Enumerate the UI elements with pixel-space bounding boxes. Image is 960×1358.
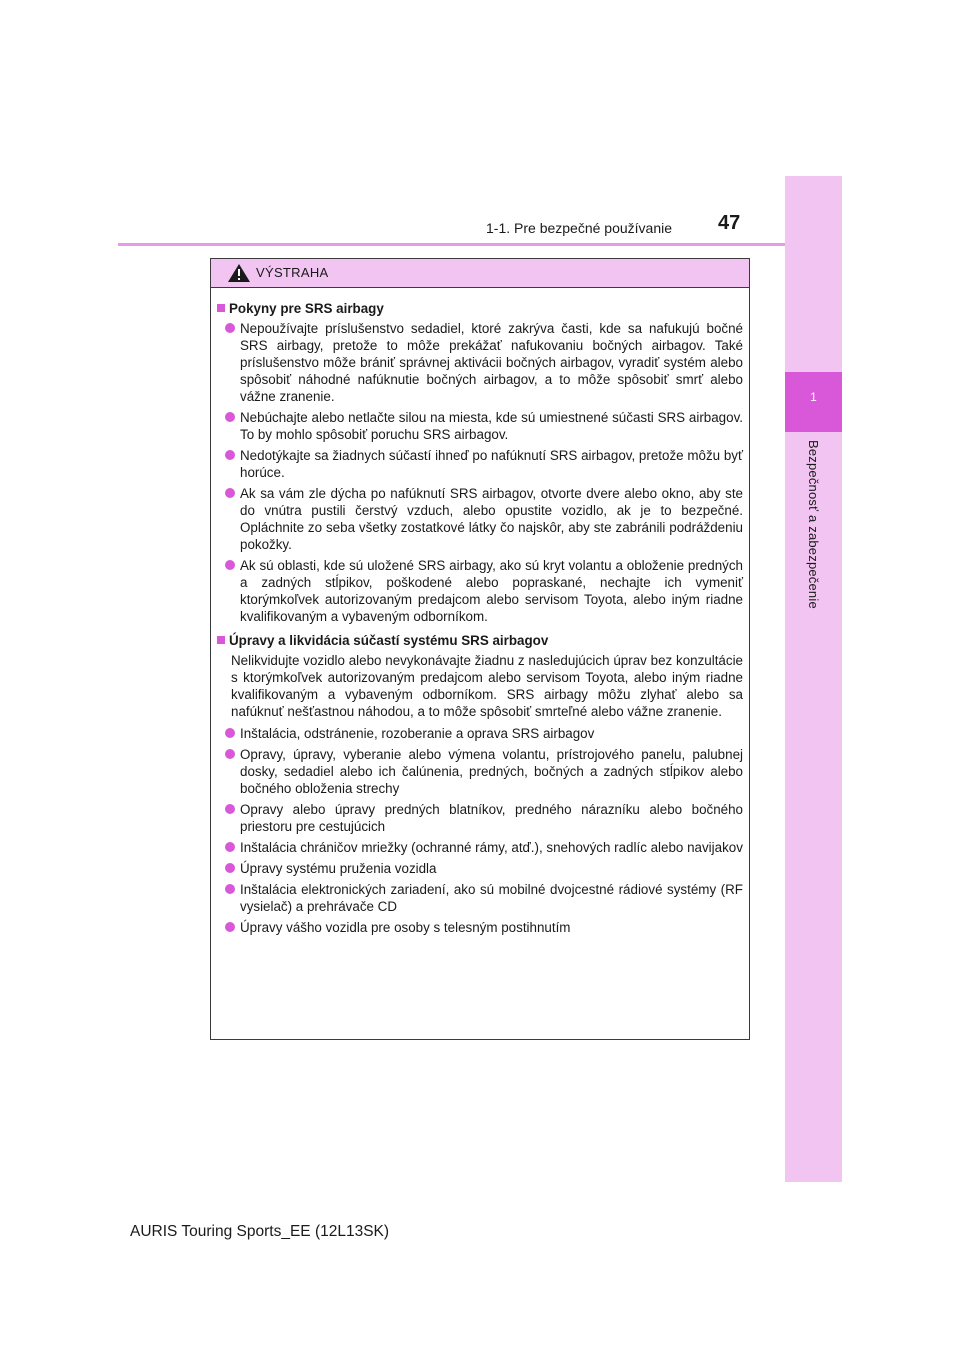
chapter-side-tab <box>785 176 842 1182</box>
running-head: 1-1. Pre bezpečné používanie <box>486 220 673 236</box>
round-bullet-icon <box>225 749 235 759</box>
chapter-number: 1 <box>810 390 817 404</box>
section-title-vertical: Bezpečnosť a zabezpečenie <box>806 440 821 609</box>
round-bullet-icon <box>225 922 235 932</box>
round-bullet-icon <box>225 488 235 498</box>
section-paragraph: Nelikvidujte vozidlo alebo nevykonávajte žiadnu z nasledujúcich úprav bez konzultácie s ktorýmkoľvek autorizovaným predajcom alebo servisom Toyota, alebo iným riadne kvalifikovaným a vybaveným odborníkom. SRS airbagy môžu zlyhať alebo sa nafúknuť nešťastnou náhodou, a to môže spôsobiť smrteľné alebo vážne zranenie. <box>231 653 743 719</box>
square-bullet-icon <box>217 636 225 644</box>
list-item-text: Inštalácia chráničov mriežky (ochranné rámy, atď.), snehových radlíc alebo navijakov <box>240 840 743 855</box>
list-item <box>225 485 743 553</box>
list-item <box>225 447 743 481</box>
document-footer: AURIS Touring Sports_EE (12L13SK) <box>130 1223 390 1240</box>
list-item <box>225 801 743 835</box>
list-item <box>225 746 743 797</box>
list-item-text: Ak sú oblasti, kde sú uložené SRS airbagy, ako sú kryt volantu a obloženie predných a zadných stĺpikov, poškodené alebo popraskané, nechajte ich vymeniť ktorýmkoľvek autorizovaným predajcom alebo servisom Toyota, alebo iným riadne kvalifikovaným a vybaveným odborníkom. <box>240 558 743 624</box>
section-heading-text: Pokyny pre SRS airbagy <box>229 301 384 316</box>
list-item-text: Ak sa vám zle dýcha po nafúknutí SRS airbagov, otvorte dvere alebo okno, aby ste do vnútra pustili čerstvý vzduch, alebo opustite vozidlo, ak je to bezpečné. Opláchnite zo seba všetky zostatkové látky čo najskôr, aby ste zabránili podráždeniu pokožky. <box>240 486 743 552</box>
list-item <box>225 557 743 625</box>
list-item-text: Úpravy vášho vozidla pre osoby s telesným postihnutím <box>240 920 571 935</box>
list-item-text: Úpravy systému pruženia vozidla <box>240 861 437 876</box>
round-bullet-icon <box>225 560 235 570</box>
page-number: 47 <box>718 212 741 234</box>
list-item <box>225 919 743 936</box>
list-item-text: Inštalácia, odstránenie, rozoberanie a oprava SRS airbagov <box>240 726 595 741</box>
list-item <box>225 881 743 915</box>
header-rule <box>118 243 785 246</box>
section-heading <box>217 632 743 649</box>
round-bullet-icon <box>225 863 235 873</box>
list-item-text: Nepoužívajte príslušenstvo sedadiel, ktoré zakrýva časti, kde sa nafukujú bočné SRS airbagy, pretože to môže prekážať nafukovaniu bočných airbagov. Také príslušenstvo môže brániť správnej aktivácii bočných airbagov, vyradiť systém alebo spôsobiť náhodné nafúknutie bočných airbagov, a to môže spôsobiť smrť alebo vážne zranenie. <box>240 321 743 404</box>
warning-box <box>210 258 750 1040</box>
round-bullet-icon <box>225 412 235 422</box>
square-bullet-icon <box>217 304 225 312</box>
list-item-text: Opravy, úpravy, vyberanie alebo výmena volantu, prístrojového panelu, palubnej dosky, sedadiel alebo ich čalúnenia, predných, bočných a zadných stĺpikov alebo bočného obloženia strechy <box>240 747 743 796</box>
section-heading-text: Úpravy a likvidácia súčastí systému SRS airbagov <box>229 633 549 648</box>
list-item-text: Nedotýkajte sa žiadnych súčastí ihneď po nafúknutí SRS airbagov, pretože môžu byť horúce. <box>240 448 743 480</box>
warning-triangle-icon <box>227 263 251 283</box>
list-item-text: Nebúchajte alebo netlačte silou na miesta, kde sú umiestnené súčasti SRS airbagov. To by mohlo spôsobiť poruchu SRS airbagov. <box>240 410 743 442</box>
round-bullet-icon <box>225 728 235 738</box>
round-bullet-icon <box>225 842 235 852</box>
round-bullet-icon <box>225 450 235 460</box>
list-item <box>225 409 743 443</box>
list-item <box>225 725 743 742</box>
round-bullet-icon <box>225 804 235 814</box>
section-heading <box>217 300 743 317</box>
list-item <box>225 320 743 405</box>
list-item-text: Opravy alebo úpravy predných blatníkov, predného nárazníku alebo bočného priestoru pre cestujúcich <box>240 802 743 834</box>
round-bullet-icon <box>225 884 235 894</box>
list-item-text: Inštalácia elektronických zariadení, ako sú mobilné dvojcestné rádiové systémy (RF vysielač) a prehrávače CD <box>240 882 743 914</box>
warning-body <box>211 288 749 936</box>
list-item <box>225 839 743 856</box>
warning-title: VÝSTRAHA <box>256 265 329 280</box>
warning-header <box>211 259 749 288</box>
round-bullet-icon <box>225 323 235 333</box>
list-item <box>225 860 743 877</box>
